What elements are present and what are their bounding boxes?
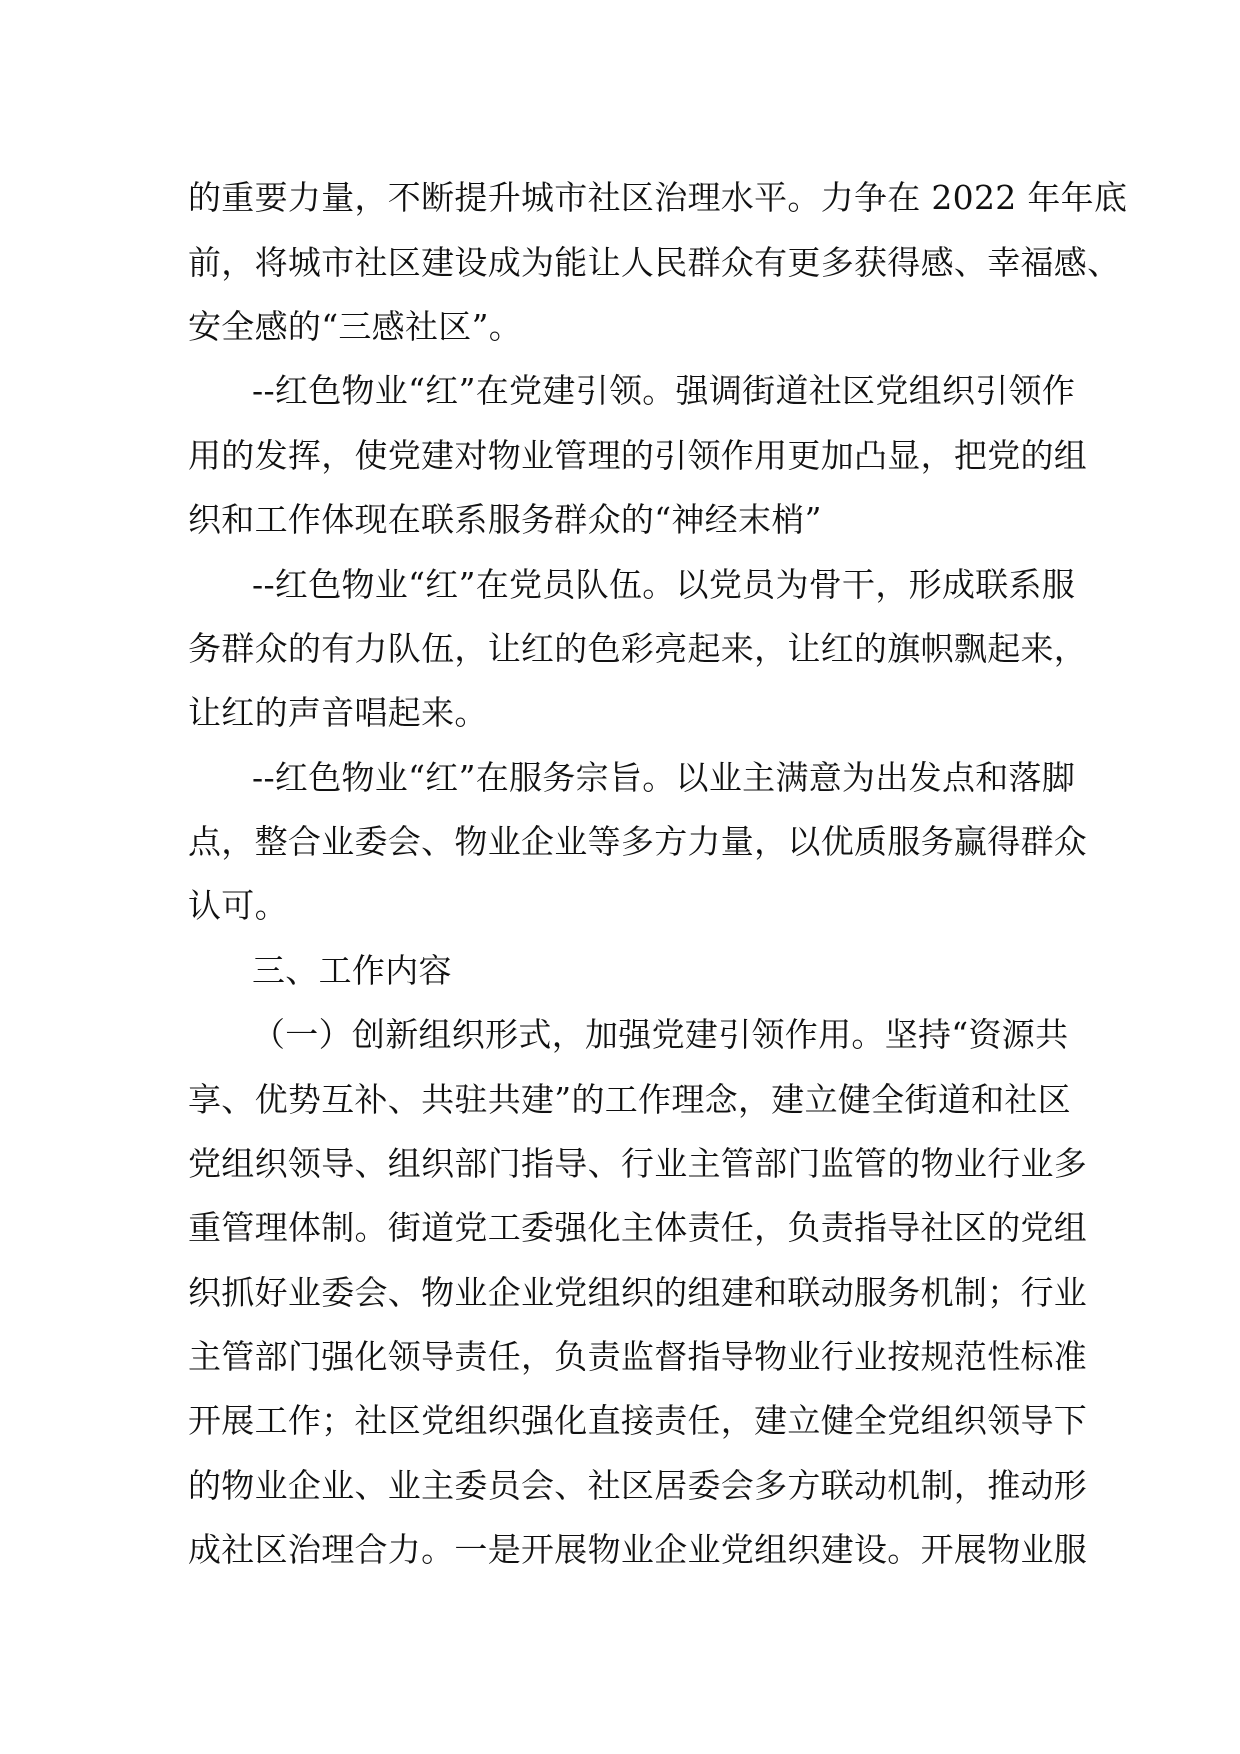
text-line-12: 认可。 (188, 886, 288, 925)
text-line-14: （一）创新组织形式，加强党建引领作用。坚持“资源共 (252, 1015, 1069, 1054)
text-line-17: 重管理体制。街道党工委强化主体责任，负责指导社区的党组 (188, 1208, 1088, 1247)
text-line-2: 前，将城市社区建设成为能让人民群众有更多获得感、幸福感、 (188, 243, 1121, 282)
text-line-9: 让红的声音唱起来。 (188, 693, 488, 732)
text-line-22: 成社区治理合力。一是开展物业企业党组织建设。开展物业服 (188, 1530, 1088, 1569)
text-line-5: 用的发挥，使党建对物业管理的引领作用更加凸显，把党的组 (188, 436, 1088, 475)
text-line-15: 享、优势互补、共驻共建”的工作理念，建立健全街道和社区 (188, 1080, 1071, 1119)
text-line-6: 织和工作体现在联系服务群众的“神经末梢” (188, 500, 822, 539)
text-line-7: --红色物业“红”在党员队伍。以党员为骨干，形成联系服 (252, 565, 1076, 604)
text-line-21: 的物业企业、业主委员会、社区居委会多方联动机制，推动形 (188, 1466, 1088, 1505)
text-line-19: 主管部门强化领导责任，负责监督指导物业行业按规范性标准 (188, 1337, 1088, 1376)
text-line-1: 的重要力量，不断提升城市社区治理水平。力争在 2022 年年底 (188, 178, 1128, 217)
text-line-8: 务群众的有力队伍，让红的色彩亮起来，让红的旗帜飘起来， (188, 629, 1088, 668)
text-line-20: 开展工作；社区党组织强化直接责任，建立健全党组织领导下 (188, 1401, 1088, 1440)
text-line-4: --红色物业“红”在党建引领。强调街道社区党组织引领作 (252, 371, 1076, 410)
text-line-18: 织抓好业委会、物业企业党组织的组建和联动服务机制；行业 (188, 1273, 1088, 1312)
text-line-11: 点，整合业委会、物业企业等多方力量，以优质服务赢得群众 (188, 822, 1088, 861)
section-heading: 三、工作内容 (252, 951, 452, 990)
text-line-16: 党组织领导、组织部门指导、行业主管部门监管的物业行业多 (188, 1144, 1088, 1183)
text-line-10: --红色物业“红”在服务宗旨。以业主满意为出发点和落脚 (252, 758, 1076, 797)
text-line-3: 安全感的“三感社区”。 (188, 307, 523, 346)
